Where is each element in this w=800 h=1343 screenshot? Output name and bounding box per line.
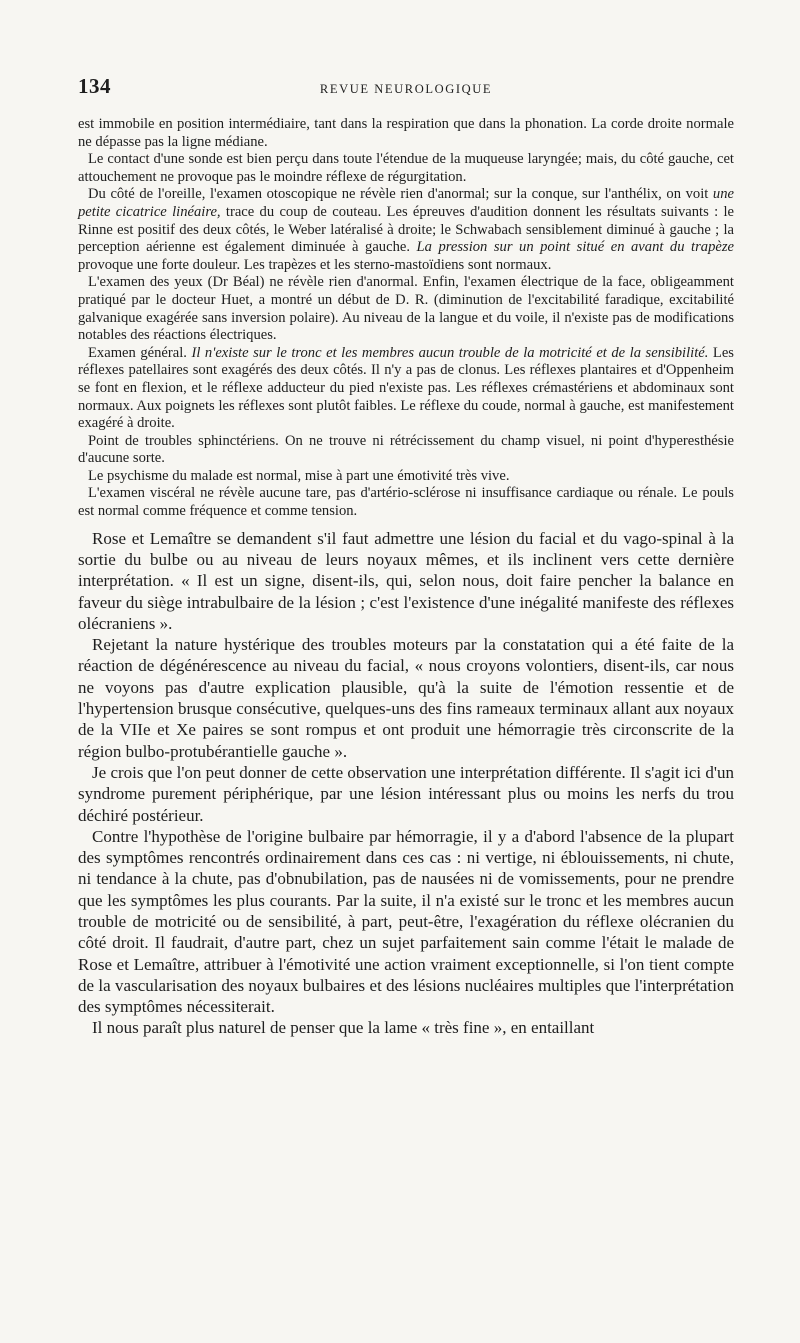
body-paragraph: Je crois que l'on peut donner de cette observation une interprétation différente. Il s'agit ici d'un syndrome purement périphérique, par une lésion intéressant plus ou moins les nerfs du trou déchiré postérieur. bbox=[78, 762, 734, 825]
small-paragraph: Le psychisme du malade est normal, mise à part une émotivité très vive. bbox=[88, 467, 510, 484]
small-paragraph: est immobile en position intermédiaire, tant dans la respiration que dans la phonation. La corde droite normale ne dépasse pas la ligne médiane. bbox=[78, 116, 734, 150]
italic-phrase: une petite cicatrice linéaire, bbox=[78, 186, 734, 220]
running-title: REVUE NEUROLOGIQUE bbox=[319, 82, 493, 96]
body-paragraph: Il nous paraît plus naturel de penser que la lame « très fine », en entaillant bbox=[92, 1018, 595, 1038]
small-paragraph: Examen général. Il n'existe sur le tronc et les membres aucun trouble de la motricité et de la sensibilité. Les réflexes patellaires sont exagérés des deux côtés. Il n'y a pas de clonus. Les réflexes plantaires et d'Oppenheim se font en flexion, et le réflexe adducteur du pied n'existe pas. Les réflexes crémastériens et abdominaux sont normaux. Aux poignets les réflexes sont plutôt faibles. Le réflexe du coude, normal à gauche, est manifestement exagéré à droite. bbox=[78, 344, 734, 432]
body-paragraph: Contre l'hypothèse de l'origine bulbaire par hémorragie, il y a d'abord l'absence de la plupart des symptômes rencontrés ordinairement dans ces cas : ni vertige, ni éblouissements, ni chute, ni tendance à la chute, pas d'obnubilation, pas de nausées ni de vomissements, pour ne prendre que les symptômes les plus courants. Par la suite, il n'a existé sur le tronc et les membres aucun trouble de motricité ou de sensibilité, à part, peut-être, l'exagération du réflexe olécranien du côté droit. Il faudrait, d'autre part, chez un sujet parfaitement sain comme l'était le malade de Rose et Lemaître, attribuer à l'émotivité une action vraiment exceptionnelle, si l'on tient compte de la vascularisation des noyaux bulbaires et des lésions nucléaires multiples que l'interprétation des symptômes nécessiterait. bbox=[78, 826, 734, 1017]
body-paragraph: Rejetant la nature hystérique des troubles moteurs par la constatation qui a été faite de la réaction de dégénérescence au niveau du facial, « nous croyons volontiers, disent-ils, car nous ne voyons pas d'autre explication plausible, qu'à la suite de l'émotion ressentie et de l'hypertension brusque consécutive, quelques-uns des fins rameaux terminaux allant aux noyaux de la VIIe et Xe paires se sont rompus et ont produit une hémorragie très circonscrite de la région bulbo-protubérantielle gauche ». bbox=[78, 635, 734, 761]
discussion-section bbox=[78, 528, 734, 1039]
small-paragraph: Le contact d'une sonde est bien perçu dans toute l'étendue de la muqueuse laryngée; mais, du côté gauche, cet attouchement ne provoque pas le moindre réflexe de régurgitation. bbox=[78, 151, 734, 185]
page-header bbox=[78, 70, 734, 106]
small-paragraph: L'examen des yeux (Dr Béal) ne révèle rien d'anormal. Enfin, l'examen électrique de la face, obligeamment pratiqué par le docteur Huet, a montré un début de D. R. (diminution de l'excitabilité faradique, excitabilité galvanique exagérée sans inversion polaire). Au niveau de la langue et du voile, il n'existe pas de modifications notables des réactions électriques. bbox=[78, 274, 734, 344]
body-paragraph: Rose et Lemaître se demandent s'il faut admettre une lésion du facial et du vago-spinal à la sortie du bulbe ou au niveau de leurs noyaux mêmes, et ils inclinent vers cette dernière interprétation. « Il est un signe, disent-ils, qui, selon nous, doit faire pencher la balance en faveur du siège intrabulbaire de la lésion ; c'est l'existence d'une inégalité manifeste des réflexes olécraniens ». bbox=[78, 528, 734, 633]
case-report-section bbox=[78, 116, 734, 521]
small-paragraph: Point de troubles sphinctériens. On ne trouve ni rétrécissement du champ visuel, ni point d'hyperesthésie d'aucune sorte. bbox=[78, 432, 734, 467]
italic-phrase: La pression sur un point situé en avant du trapèze bbox=[416, 239, 734, 256]
small-paragraph: Du côté de l'oreille, l'examen otoscopique ne révèle rien d'anormal; sur la conque, sur l'anthélix, on voit une petite cicatrice linéaire, trace du coup de couteau. Les épreuves d'audition donnent les résultats suivants : le Rinne est positif des deux côtés, le Weber latéralisé à droite; le Schwabach sensiblement diminué à gauche ; la perception aérienne est également diminuée à gauche. La pression sur un point situé en avant du trapèze provoque une forte douleur. Les trapèzes et les sterno-mastoïdiens sont normaux. bbox=[78, 186, 734, 273]
italic-phrase: Il n'existe sur le tronc et les membres aucun trouble de la motricité et de la sensibilité. bbox=[191, 344, 709, 361]
small-paragraph: L'examen viscéral ne révèle aucune tare, pas d'artério-sclérose ni insuffisance cardiaque ou rénale. Le pouls est normal comme fréquence et comme tension. bbox=[78, 485, 734, 520]
page bbox=[78, 70, 734, 1039]
page-number: 134 bbox=[78, 74, 111, 98]
